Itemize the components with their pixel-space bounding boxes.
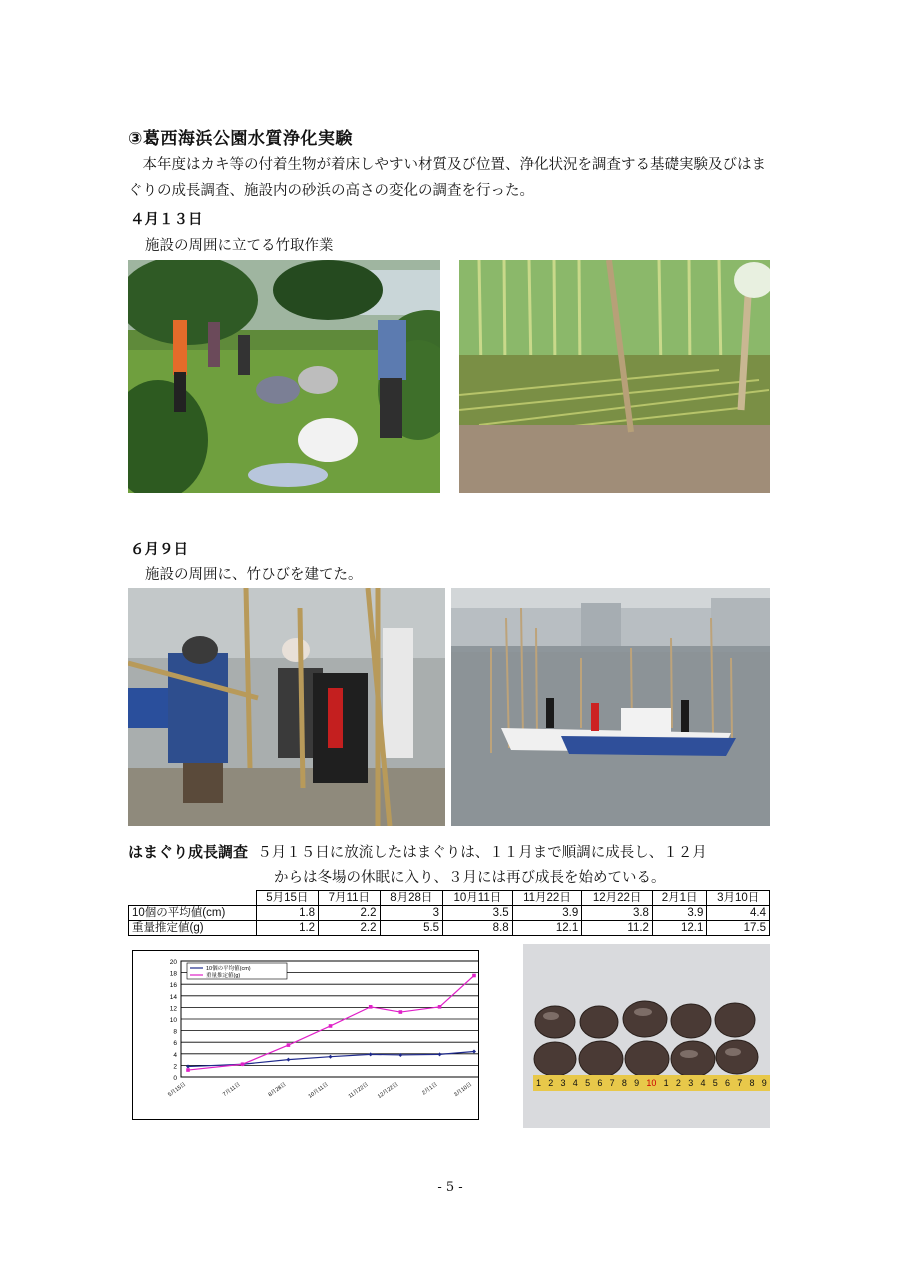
ruler-digit: 5: [712, 1078, 718, 1088]
y-tick-label: 8: [173, 1028, 177, 1036]
event-caption-2: 施設の周囲に、竹ひびを建てた。: [145, 567, 363, 583]
table-cell: 1.2: [256, 921, 319, 936]
ruler-digit: 6: [597, 1078, 603, 1088]
legend-label: 10個の平均値(cm): [206, 966, 251, 972]
table-header: 11月22日: [512, 891, 582, 906]
ruler-digit: 3: [688, 1078, 694, 1088]
page-number: - 5 -: [437, 1180, 463, 1195]
x-tick-label: 2月1日: [421, 1081, 439, 1097]
data-point: [399, 1010, 403, 1014]
photo-boat-bamboo-fence: [451, 588, 770, 826]
table-header: 12月22日: [582, 891, 653, 906]
section-title: ③葛西海浜公園水質浄化実験: [128, 129, 353, 149]
table-cell: 12.1: [652, 921, 706, 936]
photo-volunteers-lawn: [128, 260, 440, 493]
ruler-digit: 2: [675, 1078, 681, 1088]
table-cell: 1.8: [256, 906, 319, 921]
table-cell: 2.2: [319, 921, 380, 936]
ruler-digit: 8: [621, 1078, 627, 1088]
table-cell: 3.8: [582, 906, 653, 921]
data-point: [369, 1005, 373, 1009]
table-cell: 4.4: [707, 906, 770, 921]
growth-text-line1: ５月１５日に放流したはまぐりは、１１月まで順調に成長し、１２月: [257, 845, 707, 861]
photo-bamboo-pile: [459, 260, 770, 493]
intro-paragraph: [128, 152, 778, 204]
table-cell: 3.5: [443, 906, 513, 921]
table-row: [129, 906, 770, 921]
x-tick-label: 10月11日: [307, 1081, 330, 1100]
event-date-1: ４月１３日: [130, 212, 203, 228]
x-tick-label: 11月22日: [347, 1081, 370, 1100]
x-tick-label: 7月11日: [222, 1081, 242, 1098]
intro-text: 本年度はカキ等の付着生物が着床しやすい材質及び位置、浄化状況を調査する基礎実験及びはまぐりの成長調査、施設内の砂浜の高さの変化の調査を行った。: [128, 157, 766, 199]
ruler-digit: 5: [585, 1078, 591, 1088]
event-date-2: ６月９日: [130, 542, 188, 558]
event-caption-1: 施設の周囲に立てる竹取作業: [145, 238, 334, 254]
growth-line-chart: [132, 950, 479, 1120]
growth-heading: はまぐり成長調査: [128, 843, 249, 861]
data-point: [287, 1043, 291, 1047]
legend-label: 重量推定値(g): [206, 973, 241, 979]
y-tick-label: 10: [169, 1017, 177, 1024]
ruler-digit: 9: [634, 1078, 640, 1088]
table-cell: 8.8: [443, 921, 513, 936]
table-cell: 3: [380, 906, 443, 921]
y-tick-label: 20: [169, 959, 177, 966]
y-tick-label: 6: [173, 1040, 177, 1048]
chart-canvas: [133, 951, 478, 1119]
ruler-digit: 6: [724, 1078, 730, 1088]
y-tick-label: 2: [173, 1063, 177, 1071]
y-tick-label: 18: [169, 970, 177, 978]
table-cell: 3.9: [512, 906, 582, 921]
table-cell: 3.9: [652, 906, 706, 921]
table-cell: 12.1: [512, 921, 582, 936]
growth-text-line2: からは冬場の休眠に入り、３月には再び成長を始めている。: [274, 870, 666, 886]
y-tick-label: 16: [169, 982, 177, 990]
ruler-digit: 7: [609, 1078, 615, 1088]
table-corner: [129, 891, 257, 906]
table-header: 2月1日: [652, 891, 706, 906]
table-row: [129, 921, 770, 936]
table-cell: 2.2: [319, 906, 380, 921]
table-cell: 17.5: [707, 921, 770, 936]
row-label: 重量推定値(g): [129, 921, 257, 936]
y-tick-label: 12: [169, 1005, 177, 1013]
x-tick-label: 12月22日: [377, 1081, 400, 1100]
table-header: 8月28日: [380, 891, 443, 906]
ruler-digit: 8: [749, 1078, 755, 1088]
x-tick-label: 3月10日: [453, 1081, 474, 1099]
ruler-scale: [533, 1075, 770, 1091]
data-point: [241, 1062, 245, 1066]
ruler-digit: 10: [646, 1078, 657, 1088]
ruler-digit: 1: [663, 1078, 669, 1088]
data-point: [186, 1068, 190, 1072]
y-tick-label: 0: [173, 1075, 177, 1082]
growth-survey-text: [128, 840, 778, 891]
table-header: 3月10日: [707, 891, 770, 906]
table-header: 7月11日: [319, 891, 380, 906]
table-header-row: [129, 891, 770, 906]
table-cell: 5.5: [380, 921, 443, 936]
ruler-digit: 7: [737, 1078, 743, 1088]
x-tick-label: 5月15日: [167, 1081, 188, 1099]
table-header: 10月11日: [443, 891, 513, 906]
ruler-digit: 2: [548, 1078, 554, 1088]
photo-clams-ruler: [523, 944, 770, 1128]
ruler-digit: 4: [700, 1078, 706, 1088]
photo-workers-in-water: [128, 588, 445, 826]
data-point: [438, 1005, 442, 1009]
x-tick-label: 8月28日: [267, 1081, 288, 1099]
ruler-digit: 1: [536, 1078, 542, 1088]
ruler-digit: 9: [761, 1078, 767, 1088]
row-label: 10個の平均値(cm): [129, 906, 257, 921]
table-cell: 11.2: [582, 921, 653, 936]
table-header: 5月15日: [256, 891, 319, 906]
data-point: [329, 1024, 333, 1028]
y-tick-label: 4: [173, 1051, 177, 1059]
ruler-digit: 4: [572, 1078, 578, 1088]
y-tick-label: 14: [169, 993, 177, 1001]
growth-data-table: [128, 890, 770, 936]
ruler-digit: 3: [560, 1078, 566, 1088]
data-point: [472, 974, 476, 978]
